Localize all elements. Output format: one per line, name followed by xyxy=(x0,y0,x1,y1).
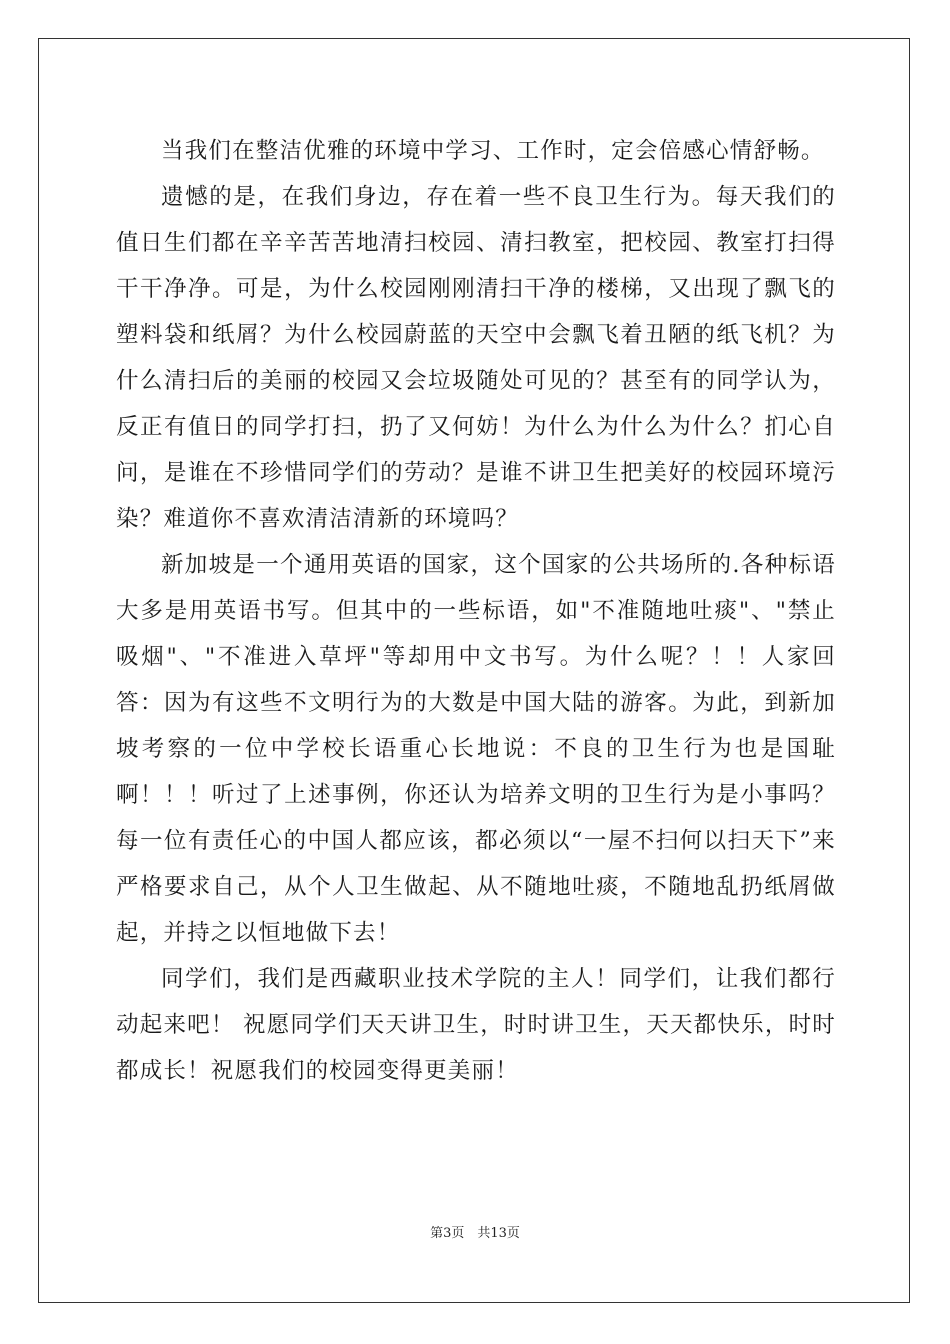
paragraph-1: 当我们在整洁优雅的环境中学习、工作时，定会倍感心情舒畅。 xyxy=(161,138,825,164)
paragraph-4: 同学们，我们是西藏职业技术学院的主人！同学们，让我们都行动起来吧！ 祝愿同学们天天讲卫生，时时讲卫生，天天都快乐，时时都成长！祝愿我们的校园变得更美丽！ xyxy=(116,966,836,1084)
paragraph-2: 遗憾的是，在我们身边，存在着一些不良卫生行为。每天我们的值日生们都在辛辛苦苦地清扫校园、清扫教室，把校园、教室打扫得干干净净。可是，为什么校园刚刚清扫干净的楼梯，又出现了飘飞的塑料袋和纸屑？为什么校园蔚蓝的天空中会飘飞着丑陋的纸飞机？为什么清扫后的美丽的校园又会垃圾随处可见的？甚至有的同学认为，反正有值日的同学打扫，扔了又何妨！为什么为什么为什么？扪心自问，是谁在不珍惜同学们的劳动？是谁不讲卫生把美好的校园环境污染？难道你不喜欢清洁清新的环境吗？ xyxy=(116,184,836,532)
page-number-footer: 第3页 共13页 xyxy=(430,1226,520,1241)
document-body xyxy=(116,128,836,1094)
paragraph-3: 新加坡是一个通用英语的国家，这个国家的公共场所的.各种标语大多是用英语书写。但其中的一些标语，如"不准随地吐痰"、"禁止吸烟"、"不准进入草坪"等却用中文书写。为什么呢？！！人家回答：因为有这些不文明行为的大数是中国大陆的游客。为此，到新加坡考察的一位中学校长语重心长地说：不良的卫生行为也是国耻啊！！！听过了上述事例，你还认为培养文明的卫生行为是小事吗？每一位有责任心的中国人都应该，都必须以“一屋不扫何以扫天下”来严格要求自己，从个人卫生做起、从不随地吐痰，不随地乱扔纸屑做起，并持之以恒地做下去！ xyxy=(116,552,836,946)
